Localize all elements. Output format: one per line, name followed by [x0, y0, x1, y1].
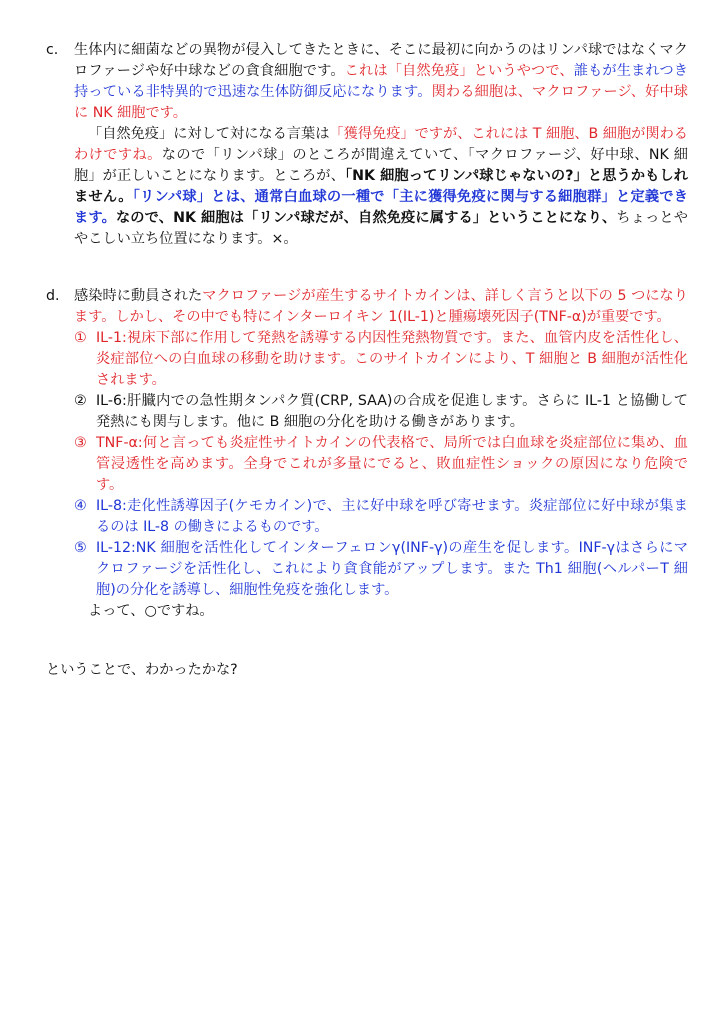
- question-d-intro: [74, 286, 688, 328]
- question-d-body: [74, 286, 688, 622]
- question-d-label: d.: [46, 288, 60, 304]
- question-d-conclusion: よって、○ですね。: [88, 603, 214, 619]
- item-text: TNF-α:何と言っても炎症性サイトカインの代表格で、局所では白血球を炎症部位に集め、血管浸透性を高めます。全身でこれが多量にでると、敗血症性ショックの原因になり危険です。: [96, 435, 688, 493]
- cytokine-item-il1: [74, 328, 688, 391]
- c-p2-s3: なので「リンパ球」のところが間違えていて、「マクロファージ、好中球、NK 細胞」が正しいことになります。ところが、: [74, 147, 688, 184]
- c-p2-s2: 「獲得免疫」ですが、これには T 細胞、B 細胞が関わるわけですね。: [74, 126, 688, 163]
- c-p2-s6: なので、NK 細胞は「リンパ球だが、自然免疫に属する」ということになり、: [115, 210, 617, 226]
- d-intro-s2: マクロファージが産生するサイトカインは、詳しく言うと以下の 5 つになります。しかし、その中でも特にインターロイキン 1(IL-1)と腫瘍壊死因子(TNF-α)が重要です。: [74, 288, 688, 325]
- d-intro-s1: 感染時に動員された: [74, 288, 203, 304]
- c-p1-s2: これは「自然免疫」というやつで、: [344, 63, 574, 79]
- c-p2-s4: 「NK 細胞ってリンパ球じゃないの?」と思うかもしれません。: [74, 168, 688, 205]
- c-p2-s5: 「リンパ球」とは、通常白血球の一種で「主に獲得免疫に関与する細胞群」と定義できます。: [74, 189, 688, 226]
- item-number: ①: [74, 330, 87, 346]
- item-number: ⑤: [74, 540, 87, 556]
- question-c-paragraph-2: [74, 124, 688, 250]
- cytokine-item-il12: [74, 538, 688, 601]
- item-text: IL-1:視床下部に作用して発熱を誘導する内因性発熱物質です。また、血管内皮を活性化し、炎症部位への白血球の移動を助けます。このサイトカインにより、T 細胞と B 細胞が活性化されます。: [96, 330, 688, 388]
- c-p2-s1: 「自然免疫」に対して対になる言葉は: [88, 126, 330, 142]
- c-p1-s4: 関わる細胞は、マクロファージ、好中球に NK 細胞です。: [74, 84, 688, 121]
- closing-line: ということで、わかったかな?: [46, 662, 238, 678]
- item-text: IL-6:肝臓内での急性期タンパク質(CRP, SAA)の合成を促進します。さらに IL-1 と協働して発熱にも関与します。他に B 細胞の分化を助ける働きがあります。: [96, 393, 688, 430]
- item-text: IL-8:走化性誘導因子(ケモカイン)で、主に好中球を呼び寄せます。炎症部位に好中球が集まるのは IL-8 の働きによるものです。: [96, 498, 688, 535]
- question-c-label: c.: [46, 42, 59, 58]
- item-number: ③: [74, 435, 87, 451]
- c-p2-s7: ちょっとややこしい立ち位置になります。×。: [74, 210, 688, 247]
- c-p1-s3: 誰もが生まれつき持っている非特異的で迅速な生体防御反応になります。: [74, 63, 688, 100]
- cytokine-item-tnf: [74, 433, 688, 496]
- cytokine-item-il8: [74, 496, 688, 538]
- item-text: IL-12:NK 細胞を活性化してインターフェロンγ(INF-γ)の産生を促します。INF-γはさらにマクロファージを活性化し、これにより貪食能がアップします。また Th1 細胞(ヘルパーT 細胞)の分化を誘導し、細胞性免疫を強化します。: [96, 540, 688, 598]
- question-c-body: [74, 40, 688, 250]
- question-c-paragraph-1: [74, 40, 688, 124]
- item-number: ②: [74, 393, 87, 409]
- item-number: ④: [74, 498, 87, 514]
- c-p1-s1: 生体内に細菌などの異物が侵入してきたときに、そこに最初に向かうのはリンパ球ではなくマクロファージや好中球などの貪食細胞です。: [74, 42, 688, 79]
- cytokine-item-il6: [74, 391, 688, 433]
